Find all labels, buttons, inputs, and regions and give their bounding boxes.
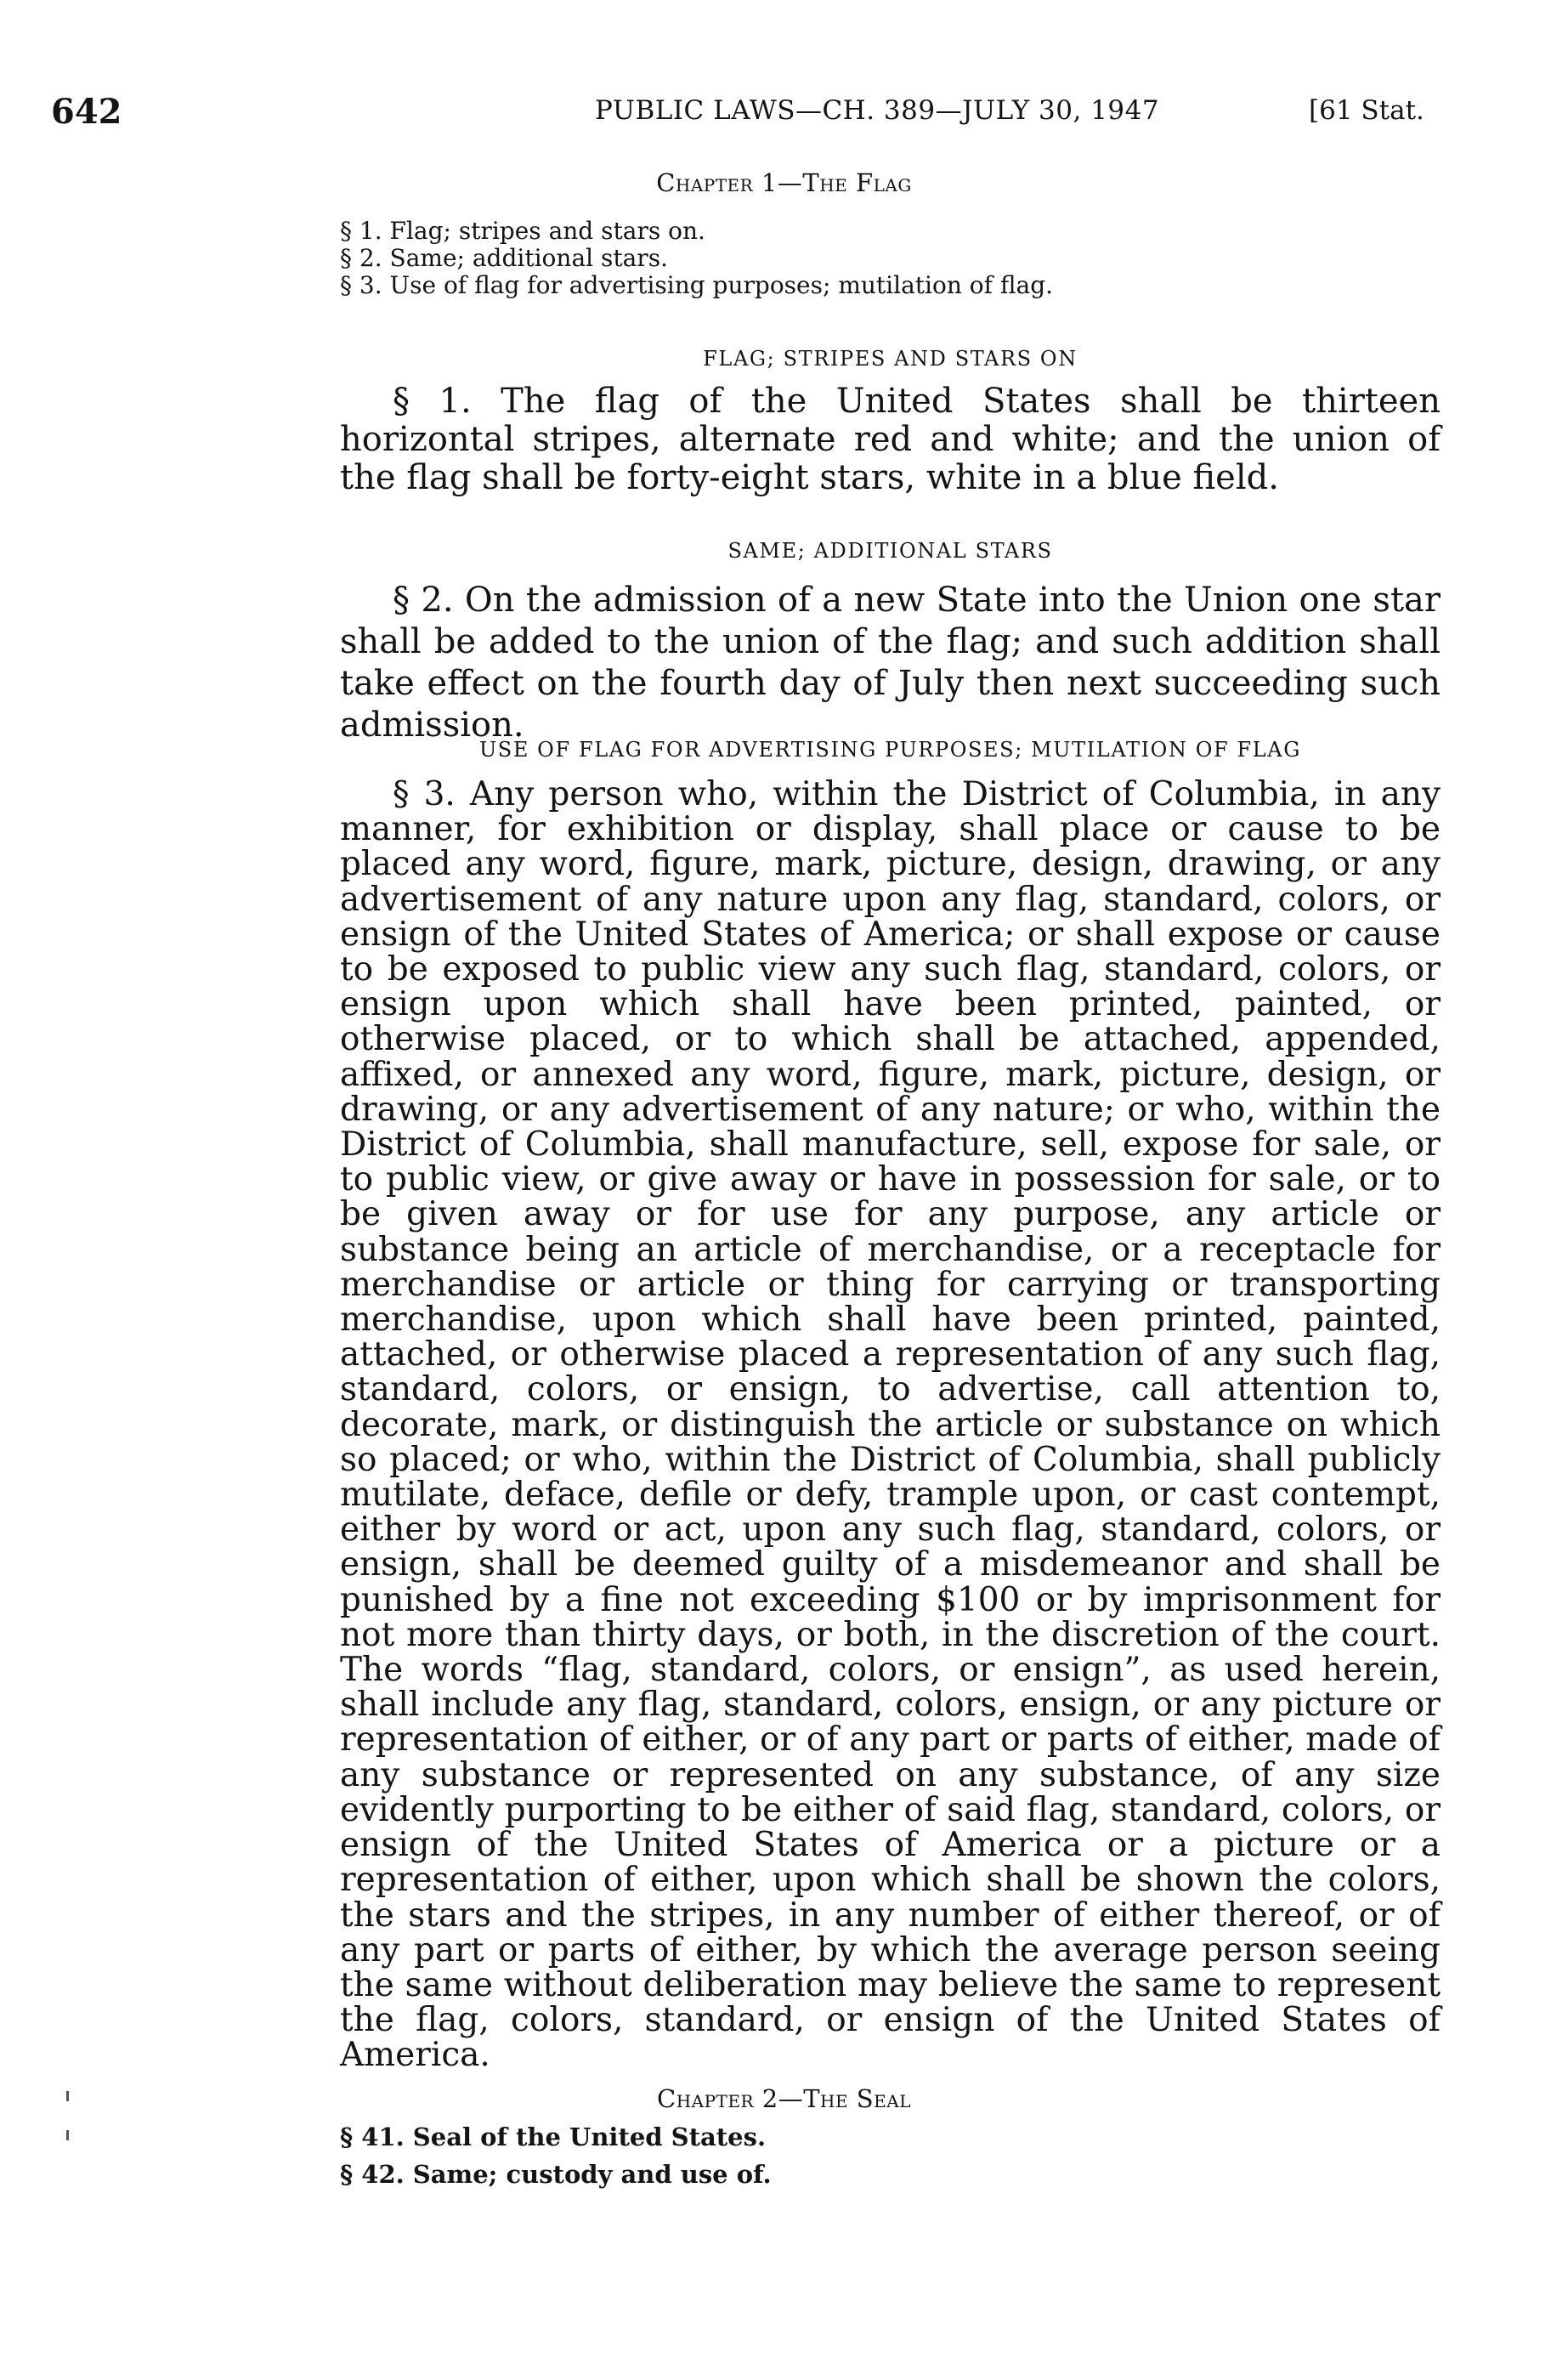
toc-item: § 2. Same; additional stars. xyxy=(340,244,668,272)
toc-item: § 3. Use of flag for advertising purposes; mutilation of flag. xyxy=(340,271,1054,299)
running-head: PUBLIC LAWS—CH. 389—JULY 30, 1947 xyxy=(595,95,1160,126)
section-3-heading: USE OF FLAG FOR ADVERTISING PURPOSES; MUTILATION OF FLAG xyxy=(478,738,1302,762)
section-1-heading: FLAG; STRIPES AND STARS ON xyxy=(703,347,1078,371)
page-header xyxy=(0,92,1568,132)
chapter-2-contents xyxy=(340,2118,772,2193)
section-3-text: § 3. Any person who, within the District of Columbia, in any manner, for exhibition or display, shall place or cause to be placed any word, figure, mark, picture, design, drawing, or any advertisement of any nature upon any flag, standard, colors, or ensign of the United States of America; or shall expose or cause to be exposed to public view any such flag, standard, colors, or ensign upon which shall have been printed, painted, or otherwise placed, or to which shall be attached, appended, affixed, or annexed any word, figure, mark, picture, design, or drawing, or any advertisement of any nature; or who, within the District of Columbia, shall manufacture, sell, expose for sale, or to public view, or give away or have in possession for sale, or to be given away or for use for any purpose, any article or substance being an article of merchandise, or a receptacle for merchandise or article or thing for carrying or transporting merchandise, upon which shall have been printed, painted, attached, or otherwise placed a representation of any such flag, standard, colors, or ensign, to advertise, call attention to, decorate, mark, or distinguish the article or substance on which so placed; or who, within the District of Columbia, shall publicly mutilate, deface, defile or defy, trample upon, or cast contempt, either by word or act, upon any such flag, standard, colors, or ensign, shall be deemed guilty of a misdemeanor and shall be punished by a fine not exceeding $100 or by imprisonment for not more than thirty days, or both, in the discretion of the court. The words “flag, standard, colors, or ensign”, as used herein, shall include any flag, standard, colors, ensign, or any picture or representation of either, or of any part or parts of either, made of any substance or represented on any substance, of any size evidently purporting to be either of said flag, standard, colors, or ensign of the United States of America or a picture or a representation of either, upon which shall be shown the colors, the stars and the stripes, in any number of either thereof, or of any part or parts of either, by which the average person seeing the same without deliberation may believe the same to represent the flag, colors, standard, or ensign of the United States of America. xyxy=(340,775,1441,2075)
margin-mark xyxy=(66,2130,69,2140)
chapter-1-contents xyxy=(340,218,1053,299)
toc-item: § 41. Seal of the United States. xyxy=(340,2122,767,2151)
section-1-text: § 1. The flag of the United States shall be thirteen horizontal stripes, alternate red and white; and the union of the flag shall be forty-eight stars, white in a blue field. xyxy=(340,382,1441,497)
section-1 xyxy=(340,383,1441,497)
chapter-1-heading: Chapter 1—The Flag xyxy=(656,168,912,197)
page-number: 642 xyxy=(51,92,122,132)
chapter-2-heading: Chapter 2—The Seal xyxy=(657,2084,911,2113)
section-2 xyxy=(340,580,1441,746)
volume-citation: [61 Stat. xyxy=(1309,95,1424,126)
section-2-text: § 2. On the admission of a new State into the Union one star shall be added to the union of the flag; and such addition shall take effect on the fourth day of July then next succeeding such admission. xyxy=(340,581,1441,745)
margin-mark xyxy=(66,2091,69,2101)
section-2-heading: SAME; ADDITIONAL STARS xyxy=(727,539,1053,563)
toc-item: § 1. Flag; stripes and stars on. xyxy=(340,217,705,245)
section-3 xyxy=(340,777,1441,2073)
toc-item: § 42. Same; custody and use of. xyxy=(340,2160,772,2189)
